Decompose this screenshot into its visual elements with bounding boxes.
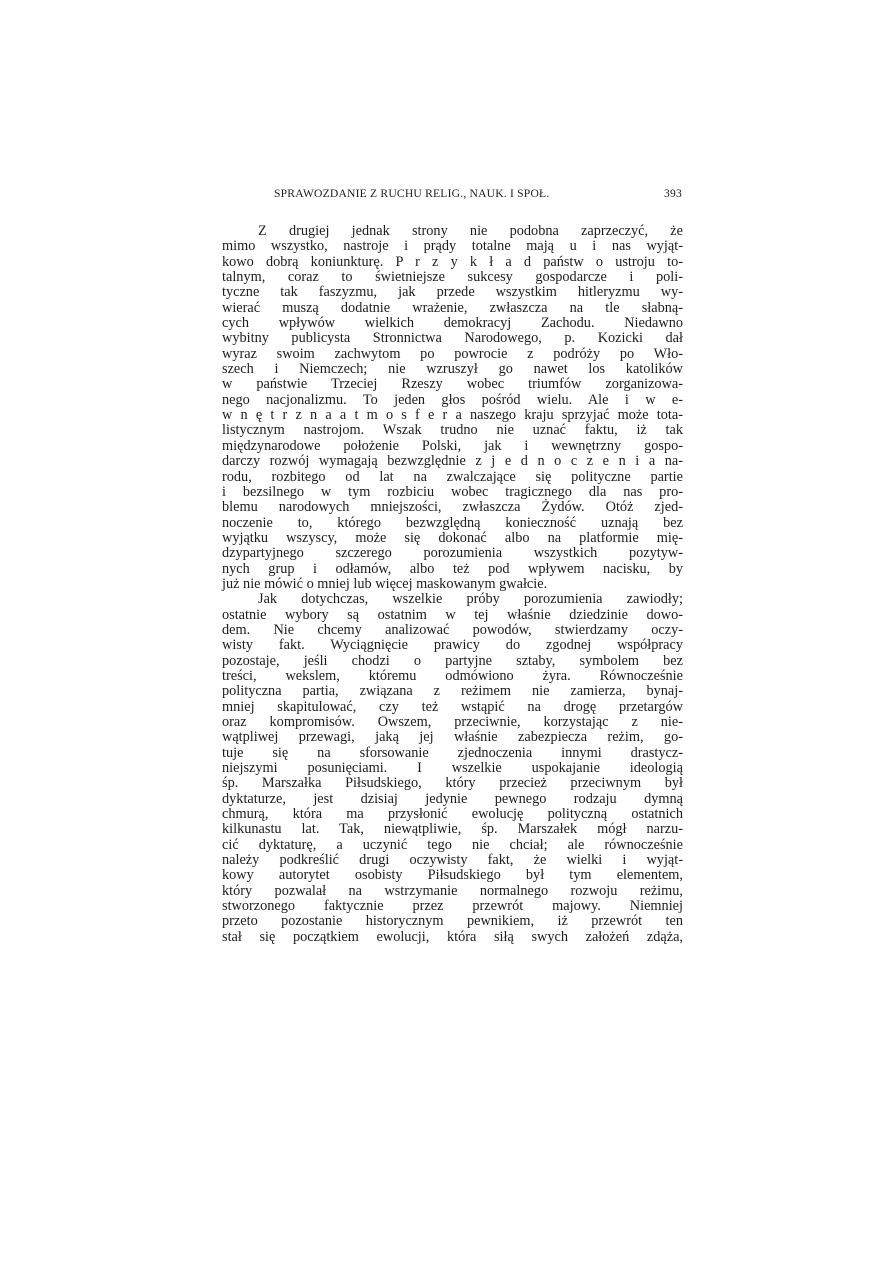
text-line: wybitny publicysta Stronnictwa Narodowego, p. Kozicki dał <box>222 330 683 347</box>
text-line: oraz kompromisów. Owszem, przeciwnie, korzystając z nie- <box>222 714 683 730</box>
text-line: dzypartyjnego szczerego porozumienia wszystkich pozytyw- <box>222 545 683 562</box>
text-line: wątpliwej przewagi, jaką jej właśnie zabezpiecza reżim, go- <box>222 729 683 746</box>
text-line: nego nacjonalizmu. To jeden głos pośród wielu. Ale i w e- <box>222 391 683 408</box>
page-header <box>274 187 682 203</box>
text-line: listycznym nastrojom. Wszak trudno nie uznać faktu, iż tak <box>222 422 683 439</box>
text-line: międzynarodowe położenie Polski, jak i wewnętrzny gospo- <box>222 437 683 454</box>
text-line: który pozwalał na wstrzymanie normalnego rozwoju reżimu, <box>222 882 683 899</box>
text-line: noczenie to, którego bezwzględną konieczność uznają bez <box>222 514 683 531</box>
text-line: niejszymi posunięciami. I wszelkie uspokajanie ideologią <box>222 760 683 777</box>
text-line: stworzonego faktycznie przez przewrót majowy. Niemniej <box>222 898 683 915</box>
text-line: rodu, rozbitego od lat na zwalczające się polityczne partie <box>222 468 683 485</box>
text-line: wierać muszą dodatnie wrażenie, zwłaszcza na tle słabną- <box>222 299 683 316</box>
text-line: w państwie Trzeciej Rzeszy wobec triumfów zorganizowa- <box>222 376 683 393</box>
text-line: talnym, coraz to świetniejsze sukcesy gospodarcze i poli- <box>222 269 683 286</box>
text-line: dyktaturze, jest dzisiaj jedynie pewnego rodzaju dymną <box>222 790 683 807</box>
text-line: śp. Marszałka Piłsudskiego, który przecież przeciwnym był <box>222 775 683 792</box>
text-line: mimo wszystko, nastroje i prądy totalne mają u i nas wyjąt- <box>222 238 683 255</box>
text-line: darczy rozwój wymagają bezwzględnie z j e d n o c z e n i a na- <box>222 453 683 470</box>
text-line: kowy autorytet osobisty Piłsudskiego był tym elementem, <box>222 867 683 884</box>
text-line: blemu narodowych mniejszości, zwłaszcza Żydów. Otóż zjed- <box>222 499 683 516</box>
text-line: i bezsilnego w tym rozbiciu wobec tragicznego dla nas pro- <box>222 483 683 500</box>
text-line: cych wpływów wielkich demokracyj Zachodu. Niedawno <box>222 315 683 332</box>
text-line: ostatnie wybory są ostatnim w tej właśnie dziedzinie dowo- <box>222 606 683 623</box>
text-line: wyraz swoim zachwytom po powrocie z podróży po Wło- <box>222 345 683 362</box>
text-line: cić dyktaturę, a uczynić tego nie chciał; ale równocześnie <box>222 836 683 853</box>
page-number: 393 <box>664 187 682 200</box>
text-line: już nie mówić o mniej lub więcej maskowanym gwałcie. <box>222 575 548 592</box>
text-line: należy podkreślić drugi oczywisty fakt, że wielki i wyjąt- <box>222 852 683 869</box>
text-line: Z drugiej jednak strony nie podobna zaprzeczyć, że <box>258 223 683 239</box>
text-line: nych grup i odłamów, albo też pod wpływem nacisku, by <box>222 560 683 577</box>
text-line: chmurą, która ma przysłonić ewolucję polityczną ostatnich <box>222 806 683 823</box>
text-line: w n ę t r z n a a t m o s f e r a naszego kraju sprzyjać może tota- <box>222 407 683 424</box>
text-line: dem. Nie chcemy analizować powodów, stwierdzamy oczy- <box>222 621 683 638</box>
text-line: kilkunastu lat. Tak, niewątpliwie, śp. Marszałek mógł narzu- <box>222 821 683 838</box>
text-line: mniej skapitulować, czy też wstąpić na drogę przetargów <box>222 698 683 715</box>
text-line: treści, wekslem, któremu odmówiono żyra. Równocześnie <box>222 667 683 684</box>
text-line: pozostaje, jeśli chodzi o partyjne sztaby, symbolem bez <box>222 652 683 669</box>
text-line: tuje się na sforsowanie zjednoczenia innymi drastycz- <box>222 744 683 761</box>
text-line: szech i Niemczech; nie wzruszył go nawet los katolików <box>222 361 683 378</box>
text-line: tyczne tak faszyzmu, jak przede wszystkim hitleryzmu wy- <box>222 284 683 301</box>
text-line: przeto pozostanie historycznym pewnikiem, iż przewrót ten <box>222 913 683 930</box>
running-head: SPRAWOZDANIE Z RUCHU RELIG., NAUK. I SPOŁ. <box>274 187 550 200</box>
text-line: stał się początkiem ewolucji, która siłą swych założeń zdąża, <box>222 928 683 945</box>
text-line: kowo dobrą koniunkturę. P r z y k ł a d państw o ustroju to- <box>222 253 683 270</box>
text-line: wyjątku wszyscy, może się dokonać albo na platformie mię- <box>222 529 683 546</box>
text-line: Jak dotychczas, wszelkie próby porozumienia zawiodły; <box>258 591 683 608</box>
text-line: wisty fakt. Wyciągnięcie prawicy do zgodnej współpracy <box>222 637 683 654</box>
body-text <box>222 224 683 945</box>
text-line: polityczna partia, związana z reżimem nie zamierza, bynaj- <box>222 683 683 700</box>
